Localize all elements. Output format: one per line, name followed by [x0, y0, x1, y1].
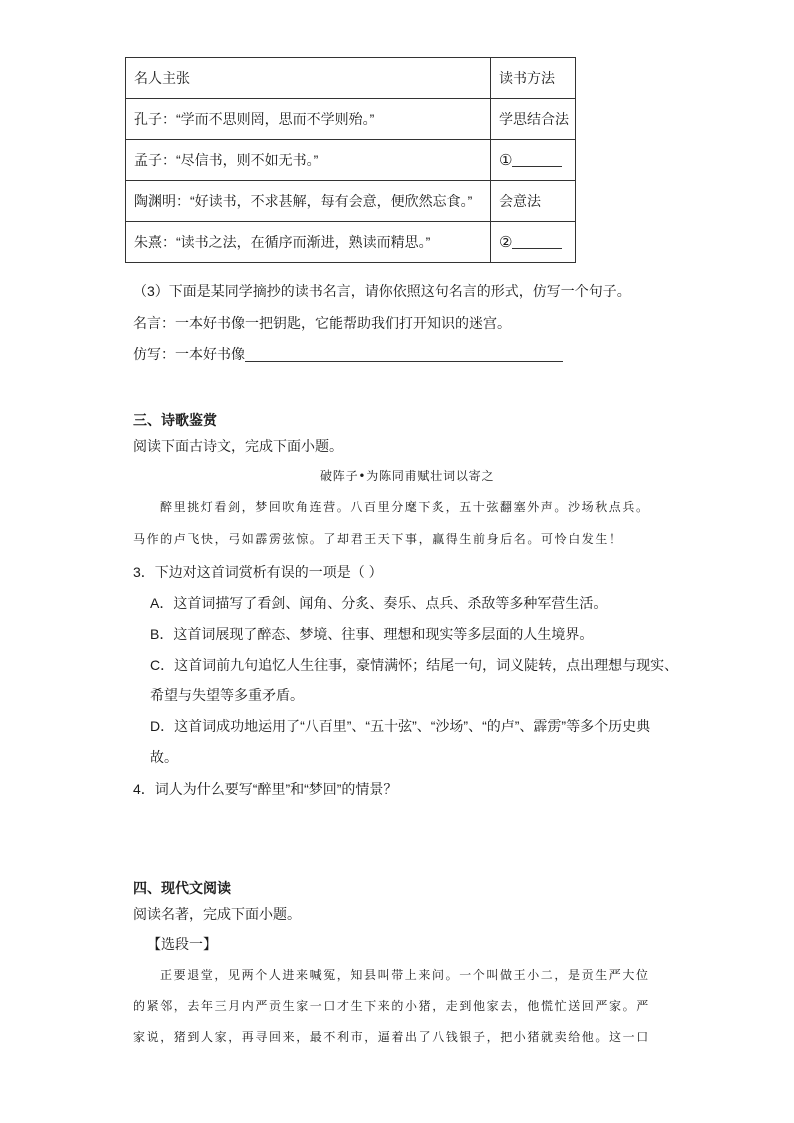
- answer-blank-1: [512, 152, 562, 167]
- excerpt-line-3: 家说，猪到人家，再寻回来，最不利市，逼着出了八钱银子，把小猪就卖给他。这一口: [133, 1030, 650, 1044]
- answer-blank-imitation: [245, 347, 563, 362]
- imitation-label: 仿写：一本好书像: [133, 346, 245, 362]
- table-row: [126, 181, 576, 222]
- excerpt-line-1: 正要退堂，见两个人进来喊冤，知县叫带上来问。一个叫做王小二，是贡生严大位: [160, 968, 650, 982]
- question-3-option-d-line-2: 故。: [150, 749, 178, 765]
- question-3-option-a: A．这首词描写了看剑、闻角、分炙、奏乐、点兵、杀敌等多种军营生活。: [150, 595, 608, 611]
- reading-methods-table: [125, 57, 576, 263]
- imitation-prompt: （3）下面是某同学摘抄的读书名言，请你依照这句名言的形式，仿写一个句子。: [133, 283, 631, 299]
- table-cell-claim: 陶渊明：“好读书，不求甚解，每有会意，便欣然忘食。”: [126, 181, 491, 222]
- table-header-method: 读书方法: [491, 58, 576, 99]
- question-4-stem: 4．词人为什么要写“醉里”和“梦回”的情景？: [133, 781, 398, 797]
- question-3-option-d-line-1: D．这首词成功地运用了“八百里”、“五十弦”、“沙场”、“的卢”、霹雳”等多个历史典: [150, 718, 651, 734]
- table-row: [126, 99, 576, 140]
- table-cell-claim: 朱熹：“读书之法，在循序而渐进，熟读而精思。”: [126, 222, 491, 263]
- question-3-option-b: B．这首词展现了醉态、梦境、往事、理想和现实等多层面的人生境界。: [150, 626, 594, 642]
- answer-blank-2: [512, 234, 562, 249]
- question-3-stem: 3．下边对这首词赏析有误的一项是（ ）: [133, 564, 383, 580]
- section-3-heading: 三、诗歌鉴赏: [133, 412, 217, 428]
- excerpt-line-2: 的紧邻，去年三月内严贡生家一口才生下来的小猪，走到他家去，他慌忙送回严家。严: [133, 999, 650, 1013]
- section-4-instruction: 阅读名著，完成下面小题。: [133, 906, 301, 922]
- blank-number-1: ①: [499, 152, 513, 169]
- table-cell-method-blank: [491, 140, 576, 181]
- question-3-option-c-line-1: C．这首词前九句追忆人生往事，豪情满怀；结尾一句，词义陡转，点出理想与现实、: [150, 657, 679, 673]
- table-header-row: [126, 58, 576, 99]
- table-cell-claim: 孟子：“尽信书，则不如无书。”: [126, 140, 491, 181]
- imitation-quote: 名言：一本好书像一把钥匙，它能帮助我们打开知识的迷宫。: [133, 315, 511, 331]
- table-header-claim: 名人主张: [126, 58, 491, 99]
- table-cell-claim: 孔子：“学而不思则罔，思而不学则殆。”: [126, 99, 491, 140]
- poem-line-2: 马作的卢飞快，弓如霹雳弦惊。了却君王天下事，赢得生前身后名。可怜白发生！: [133, 532, 623, 546]
- question-3-option-c-line-2: 希望与失望等多重矛盾。: [150, 687, 304, 703]
- excerpt-label: 【选段一】: [147, 936, 217, 952]
- table-row: [126, 140, 576, 181]
- section-4-heading: 四、现代文阅读: [133, 880, 231, 896]
- table-cell-method: 会意法: [491, 181, 576, 222]
- poem-line-1: 醉里挑灯看剑，梦回吹角连营。八百里分麾下炙，五十弦翻塞外声。沙场秋点兵。: [160, 500, 650, 514]
- poem-title: 破阵子•为陈同甫赋壮词以寄之: [320, 469, 495, 483]
- section-3-instruction: 阅读下面古诗文，完成下面小题。: [133, 438, 343, 454]
- table-cell-method: 学思结合法: [491, 99, 576, 140]
- table-cell-method-blank: [491, 222, 576, 263]
- imitation-answer-line: [133, 344, 563, 364]
- blank-number-2: ②: [499, 234, 513, 251]
- table-row: [126, 222, 576, 263]
